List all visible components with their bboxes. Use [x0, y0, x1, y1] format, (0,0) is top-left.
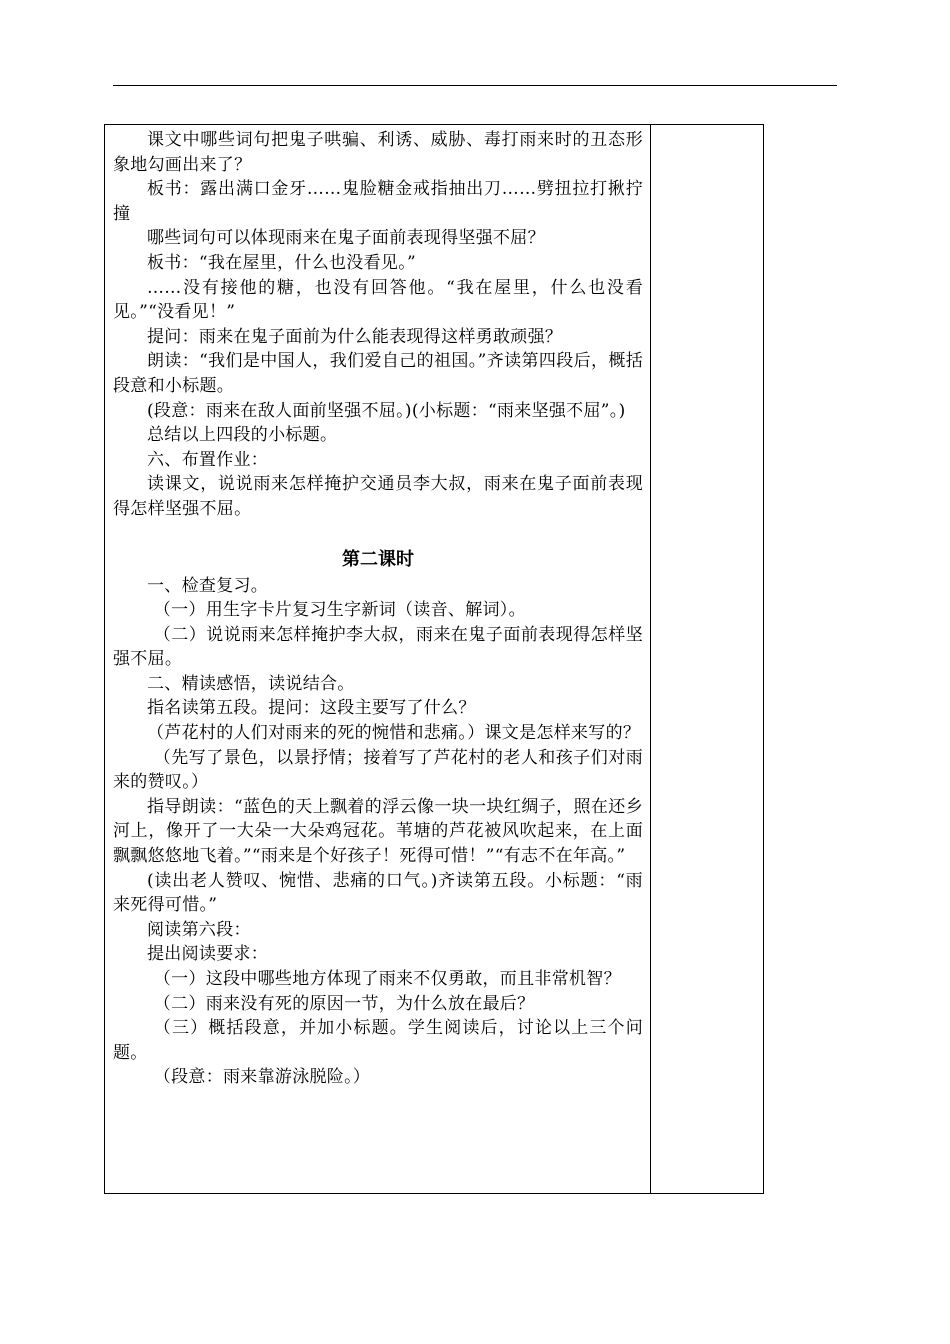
paragraph: 板书：露出满口金牙……鬼脸糖金戒指抽出刀……劈扭拉打揪拧撞 [113, 179, 643, 224]
notes-cell [651, 125, 763, 1193]
paragraph: (读出老人赞叹、惋惜、悲痛的口气。)齐读第五段。小标题：“雨来死得可惜。” [113, 870, 643, 916]
paragraph: 指名读第五段。提问：这段主要写了什么？ [147, 698, 476, 719]
paragraph: 指导朗读：“蓝色的天上飘着的浮云像一块一块红绸子，照在还乡河上，像开了一大朵一大朵鸡冠花。苇塘的芦花被风吹起来，在上面飘飘悠悠地飞着。”“雨来是个好孩子！死得可惜！”“有志不在年高。” [113, 796, 643, 867]
paragraph: （段意：雨来靠游泳脱险。） [153, 1067, 371, 1088]
paragraph: 总结以上四段的小标题。 [147, 425, 338, 446]
blank-line [113, 522, 643, 546]
paragraph: ……没有接他的糖，也没有回答他。“我在屋里，什么也没看见。”“没看见！” [113, 277, 643, 323]
header-rule [113, 85, 837, 86]
paragraph: 哪些词句可以体现雨来在鬼子面前表现得坚强不屈？ [147, 228, 545, 249]
paragraph: （二）雨来没有死的原因一节，为什么放在最后？ [153, 993, 535, 1014]
paragraph: （三）概括段意，并加小标题。学生阅读后，讨论以上三个问题。 [113, 1018, 643, 1063]
section-heading: 第二课时 [342, 548, 414, 570]
paragraph: （芦花村的人们对雨来的死的惋惜和悲痛。）课文是怎样来写的？ [147, 723, 641, 744]
lesson-table [104, 124, 764, 1194]
paragraph: 阅读第六段： [147, 919, 251, 940]
paragraph: （二）说说雨来怎样掩护李大叔，雨来在鬼子面前表现得怎样坚强不屈。 [113, 624, 643, 670]
paragraph: （先写了景色，以景抒情；接着写了芦花村的老人和孩子们对雨来的赞叹。） [113, 747, 643, 793]
paragraph: 提出阅读要求： [147, 944, 269, 965]
paragraph: 二、精读感悟，读说结合。 [147, 673, 355, 694]
paragraph: （一）这段中哪些地方体现了雨来不仅勇敢，而且非常机智？ [153, 969, 621, 989]
paragraph: 提问：雨来在鬼子面前为什么能表现得这样勇敢顽强？ [147, 326, 563, 347]
lesson-content-cell [113, 128, 643, 1090]
paragraph: 板书：“我在屋里，什么也没看见。” [147, 252, 416, 273]
paragraph: 课文中哪些词句把鬼子哄骗、利诱、威胁、毒打雨来时的丑态形象地勾画出来了？ [113, 130, 643, 175]
paragraph: 朗读：“我们是中国人，我们爱自己的祖国。”齐读第四段后，概括段意和小标题。 [113, 351, 643, 396]
paragraph: 读课文，说说雨来怎样掩护交通员李大叔，雨来在鬼子面前表现得怎样坚强不屈。 [113, 474, 643, 519]
paragraph: (段意：雨来在敌人面前坚强不屈。)(小标题：“雨来坚强不屈”。) [147, 400, 626, 421]
paragraph: 六、布置作业： [147, 449, 269, 470]
paragraph: （一）用生字卡片复习生字新词（读音、解词）。 [153, 600, 526, 621]
paragraph: 一、检查复习。 [147, 575, 269, 596]
